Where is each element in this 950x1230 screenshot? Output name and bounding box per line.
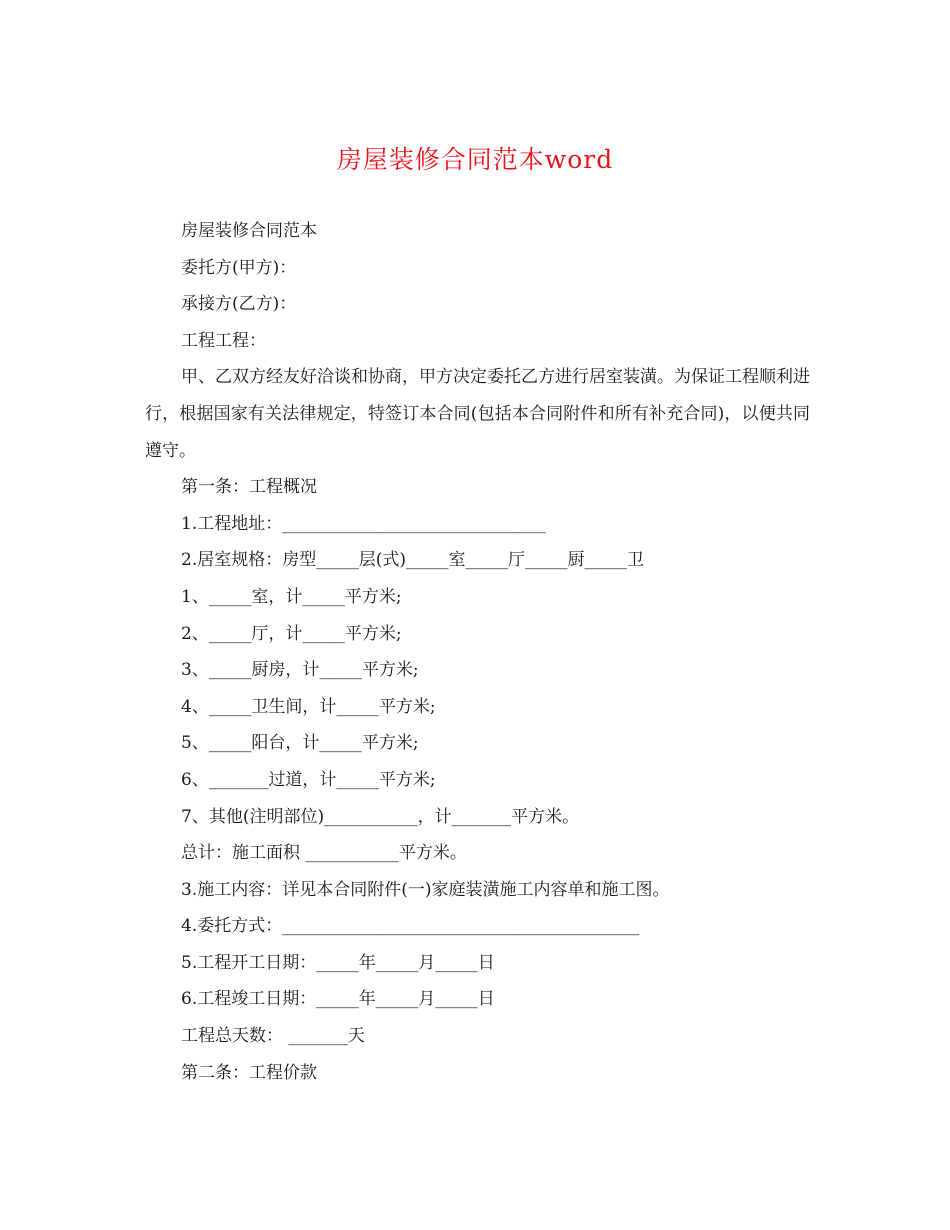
- hall-area-line: 2、_____厅，计_____平方米;: [181, 623, 402, 644]
- completion-date-line: 6.工程竣工日期：_____年_____月_____日: [181, 989, 495, 1010]
- kitchen-area-line: 3、_____厨房，计_____平方米;: [181, 660, 419, 681]
- bathroom-area-line: 4、_____卫生间，计_____平方米;: [181, 696, 436, 717]
- balcony-area-line: 5、_____阳台，计_____平方米;: [181, 733, 419, 754]
- total-area-line: 总计：施工面积 ___________平方米。: [181, 843, 467, 864]
- project-line: 工程工程：: [181, 330, 266, 351]
- article-1-heading: 第一条：工程概况: [181, 477, 317, 498]
- party-b-line: 承接方(乙方)：: [181, 294, 297, 315]
- document-title: 房屋装修合同范本word: [336, 145, 614, 174]
- construction-content-line: 3.施工内容：详见本合同附件(一)家庭装潢施工内容单和施工图。: [181, 879, 670, 900]
- total-days-line: 工程总天数： _______天: [181, 1026, 365, 1047]
- room-area-line: 1、_____室，计_____平方米;: [181, 586, 402, 607]
- intro-paragraph: 甲、乙双方经友好洽谈和协商，甲方决定委托乙方进行居室装潢。为保证工程顺利进行，根据国家有关法律规定，特签订本合同(包括本合同附件和所有补充合同)，以便共同遵守。: [145, 367, 810, 461]
- commission-method-line: 4.委托方式：__________________________________________: [181, 916, 640, 937]
- party-a-line: 委托方(甲方)：: [181, 257, 297, 278]
- article-2-heading: 第二条：工程价款: [181, 1062, 317, 1083]
- other-area-line: 7、其他(注明部位)___________，计_______平方米。: [181, 806, 580, 827]
- document-body: [145, 213, 810, 1091]
- corridor-area-line: 6、_______过道，计_____平方米;: [181, 769, 436, 790]
- contract-heading: 房屋装修合同范本: [181, 221, 317, 241]
- project-address-line: 1.工程地址：_______________________________: [181, 513, 546, 534]
- start-date-line: 5.工程开工日期：_____年_____月_____日: [181, 952, 495, 973]
- room-spec-line: 2.居室规格：房型_____层(式)_____室_____厅_____厨_____卫: [181, 550, 644, 571]
